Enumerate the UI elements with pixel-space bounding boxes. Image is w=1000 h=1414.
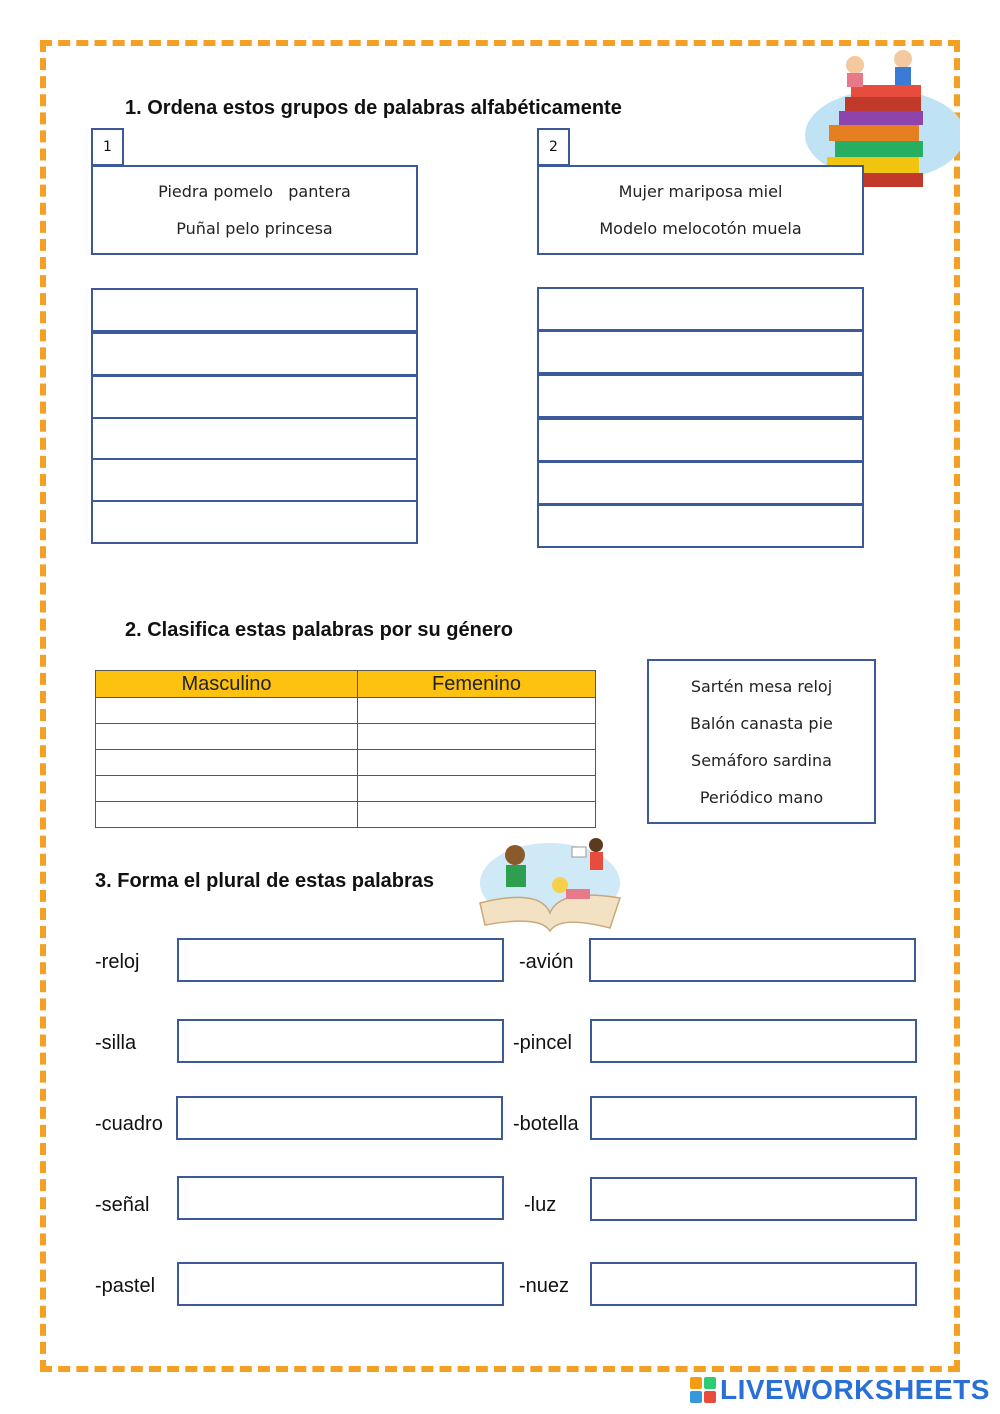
table-row (96, 802, 596, 828)
word-botella: -botella (513, 1113, 579, 1135)
plural-input-pincel[interactable] (590, 1019, 917, 1063)
word-silla: -silla (95, 1032, 137, 1054)
group2-answer-5[interactable] (537, 461, 864, 505)
group1-line1: Piedra pomelo pantera (158, 182, 351, 201)
masculino-cell[interactable] (96, 776, 358, 802)
plural-input-avion[interactable] (589, 938, 916, 982)
table-row (96, 698, 596, 724)
group2-words (537, 165, 864, 255)
group1-answer-1[interactable] (91, 288, 418, 332)
section2-title: 2. Clasifica estas palabras por su género (125, 619, 513, 641)
word-bank-line: Sartén mesa reloj (690, 676, 833, 696)
group1-words (91, 165, 418, 255)
group1-answer-6[interactable] (91, 500, 418, 544)
group2-answer-3[interactable] (537, 374, 864, 418)
group1-tag: 1 (91, 128, 124, 166)
femenino-cell[interactable] (358, 698, 596, 724)
plural-input-senal[interactable] (177, 1176, 504, 1220)
plural-input-silla[interactable] (177, 1019, 504, 1063)
group2-answer-4[interactable] (537, 418, 864, 462)
masculino-cell[interactable] (96, 724, 358, 750)
table-row (96, 724, 596, 750)
table-row (96, 776, 596, 802)
femenino-cell[interactable] (358, 776, 596, 802)
word-avion: -avión (519, 951, 574, 973)
masculino-cell[interactable] (96, 698, 358, 724)
table-row (96, 750, 596, 776)
group1-answer-3[interactable] (91, 375, 418, 419)
logo-icon (690, 1377, 716, 1403)
brand-name: LIVEWORKSHEETS (720, 1374, 990, 1405)
word-bank-line: Semáforo sardina (691, 750, 832, 770)
group2-line1: Mujer mariposa miel (618, 182, 783, 201)
group2-answer-6[interactable] (537, 504, 864, 548)
group1-answer-5[interactable] (91, 458, 418, 502)
word-pastel: -pastel (95, 1275, 156, 1297)
word-luz: -luz (524, 1194, 557, 1216)
femenino-cell[interactable] (358, 750, 596, 776)
word-nuez: -nuez (519, 1275, 570, 1297)
plural-input-pastel[interactable] (177, 1262, 504, 1306)
word-reloj: -reloj (95, 951, 140, 973)
plural-input-nuez[interactable] (590, 1262, 917, 1306)
plural-input-reloj[interactable] (177, 938, 504, 982)
group1-answer-2[interactable] (91, 332, 418, 376)
word-bank-line: Periódico mano (699, 787, 824, 807)
header-femenino: Femenino (358, 671, 596, 698)
word-bank (647, 659, 876, 824)
word-senal: -señal (95, 1194, 150, 1216)
group1-line2: Puñal pelo princesa (176, 219, 333, 238)
word-pincel: -pincel (513, 1032, 572, 1054)
plural-input-cuadro[interactable] (176, 1096, 503, 1140)
masculino-cell[interactable] (96, 802, 358, 828)
gender-table (95, 670, 596, 828)
group2-answer-2[interactable] (537, 330, 864, 374)
liveworksheets-logo (690, 1374, 990, 1406)
header-masculino: Masculino (96, 671, 358, 698)
group2-tag: 2 (537, 128, 570, 166)
reading-kids-illustration (470, 833, 625, 933)
femenino-cell[interactable] (358, 724, 596, 750)
section3-title: 3. Forma el plural de estas palabras (95, 870, 435, 892)
word-cuadro: -cuadro (95, 1113, 163, 1135)
section1-title: 1. Ordena estos grupos de palabras alfabéticamente (125, 97, 622, 119)
word-bank-line: Balón canasta pie (690, 713, 833, 733)
group1-answer-4[interactable] (91, 417, 418, 461)
femenino-cell[interactable] (358, 802, 596, 828)
group2-line2: Modelo melocotón muela (599, 219, 802, 238)
plural-input-botella[interactable] (590, 1096, 917, 1140)
masculino-cell[interactable] (96, 750, 358, 776)
plural-input-luz[interactable] (590, 1177, 917, 1221)
group2-answer-1[interactable] (537, 287, 864, 331)
